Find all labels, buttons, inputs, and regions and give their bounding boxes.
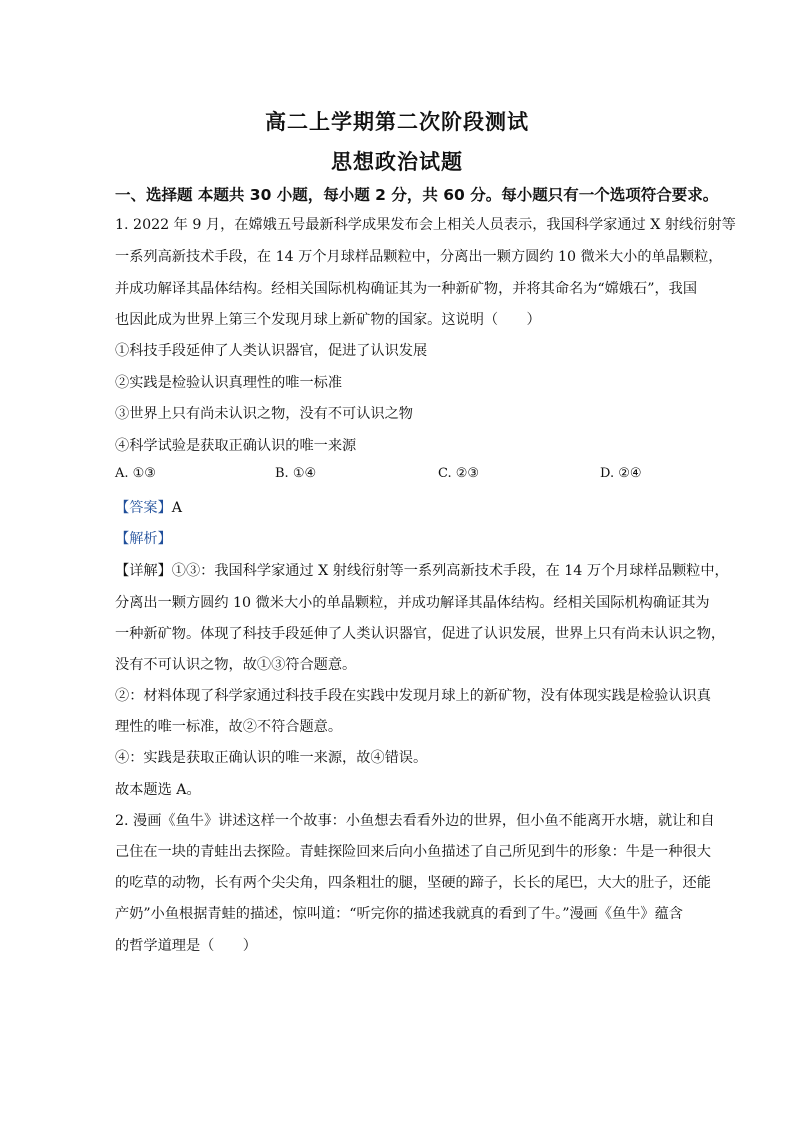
analysis-tag: 【解析】 <box>115 531 172 547</box>
section-heading: 一、选择题 本题共 30 小题，每小题 2 分，共 60 分。每小题只有一个选项符合要求。 <box>115 186 719 204</box>
q2-stem-line: 的吃草的动物，长有两个尖尖角，四条粗壮的腿，坚硬的蹄子，长长的尾巴，大大的肚子，还能 <box>115 875 711 891</box>
q1-detail-line: 一种新矿物。体现了科技手段延伸了人类认识器官，促进了认识发展，世界上只有尚未认识之物， <box>115 626 726 642</box>
q1-detail-line: ②：材料体现了科学家通过科技手段在实践中发现月球上的新矿物，没有体现实践是检验认识真 <box>115 688 711 704</box>
q1-detail-line: 分离出一颗方圆约 10 微米大小的单晶颗粒，并成功解译其晶体结构。经相关国际机构确证其为 <box>115 595 710 611</box>
q1-detail-line: 没有不可认识之物，故①③符合题意。 <box>115 657 357 673</box>
q1-option-b: B. ①④ <box>275 466 317 481</box>
q1-option-d: D. ②④ <box>600 466 642 481</box>
q1-statement: ④科学试验是获取正确认识的唯一来源 <box>115 438 357 454</box>
q1-stem-line: 并成功解译其晶体结构。经相关国际机构确证其为一种新矿物，并将其命名为“嫦娥石”，我国 <box>115 281 698 297</box>
answer-tag: 【答案】 <box>115 500 172 516</box>
q2-stem-line: 的哲学道理是（ ） <box>115 938 257 954</box>
q2-stem-line: 己住在一块的青蛙出去探险。青蛙探险回来后向小鱼描述了自己所见到牛的形象：牛是一种很大 <box>115 844 711 860</box>
q1-detail-line: 理性的唯一标准，故②不符合题意。 <box>115 719 343 735</box>
q1-detail-line <box>115 561 729 581</box>
q1-statement: ③世界上只有尚未认识之物，没有不可认识之物 <box>115 406 413 422</box>
q1-detail-line: ④：实践是获取正确认识的唯一来源，故④错误。 <box>115 750 428 766</box>
q2-stem-line: 产奶”小鱼根据青蛙的描述，惊叫道：“听完你的描述我就真的看到了牛。”漫画《鱼牛》蕴含 <box>115 906 683 922</box>
q1-stem-line: 也因此成为世界上第三个发现月球上新矿物的国家。这说明（ ） <box>115 312 541 328</box>
detail-tag: 【详解】 <box>115 563 172 579</box>
q1-stem-line: 一系列高新技术手段，在 14 万个月球样品颗粒中，分离出一颗方圆约 10 微米大小的单晶颗粒， <box>115 249 723 265</box>
detail-text: ①③：我国科学家通过 X 射线衍射等一系列高新技术手段，在 14 万个月球样品颗粒中， <box>171 563 729 579</box>
answer-value: A <box>171 500 183 516</box>
exam-subtitle: 思想政治试题 <box>331 150 463 174</box>
q1-option-c: C. ②③ <box>438 466 480 481</box>
q1-option-a: A. ①③ <box>115 466 156 481</box>
q1-answer <box>115 498 715 518</box>
q1-statement: ②实践是检验认识真理性的唯一标准 <box>115 375 343 391</box>
q1-statement: ①科技手段延伸了人类认识器官，促进了认识发展 <box>115 343 428 359</box>
q1-stem-line: 1. 2022 年 9 月，在嫦娥五号最新科学成果发布会上相关人员表示，我国科学家通过 X 射线衍射等 <box>115 217 736 233</box>
q1-detail-line: 故本题选 A。 <box>115 782 201 798</box>
q2-stem-line: 2. 漫画《鱼牛》讲述这样一个故事：小鱼想去看看外边的世界，但小鱼不能离开水塘，就让和自 <box>115 813 715 829</box>
exam-title: 高二上学期第二次阶段测试 <box>265 110 529 134</box>
